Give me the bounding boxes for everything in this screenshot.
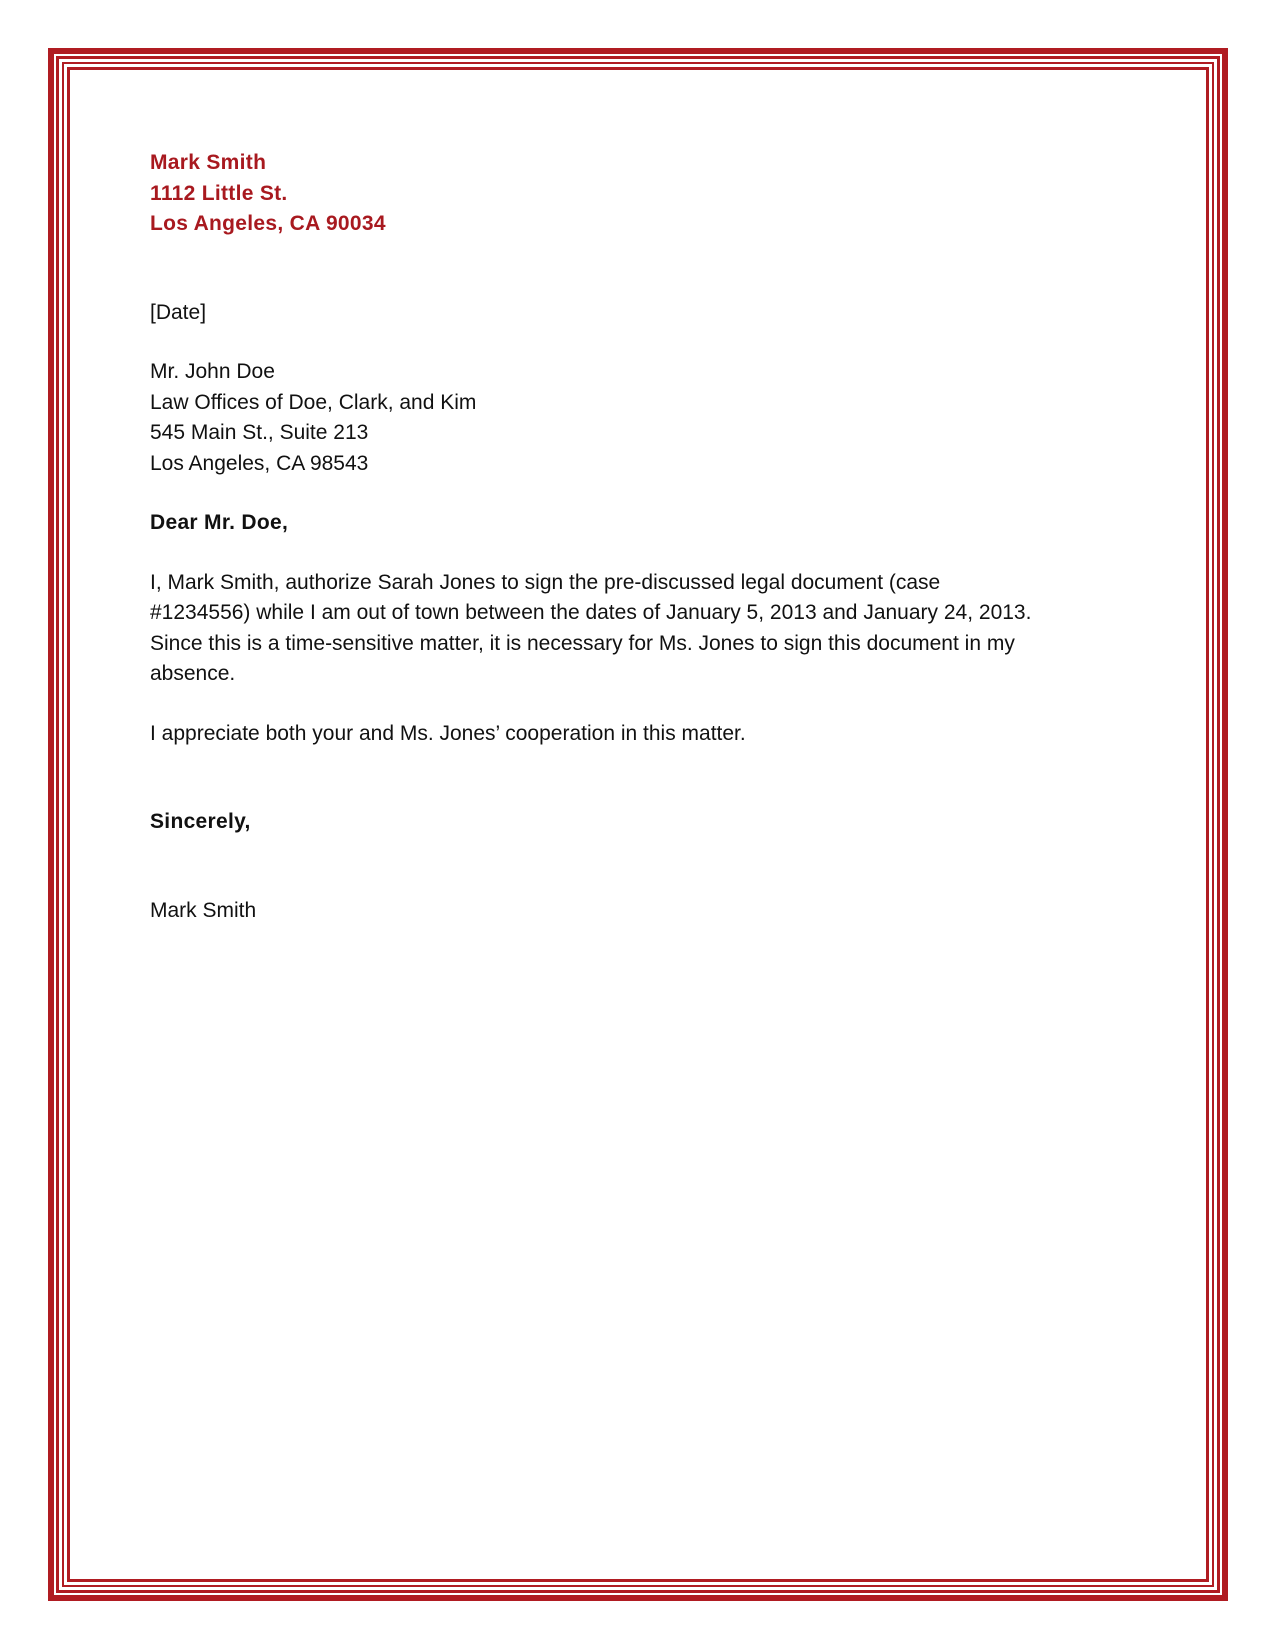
- sender-street: 1112 Little St.: [150, 181, 288, 205]
- sender-name: Mark Smith: [150, 151, 267, 174]
- paragraph-line: Since this is a time-sensitive matter, it is necessary for Ms. Jones to sign this document in my: [150, 631, 1015, 655]
- salutation: Dear Mr. Doe,: [150, 511, 289, 534]
- body-paragraph-1: [150, 568, 1130, 690]
- signature-name: Mark Smith: [150, 898, 257, 922]
- paragraph-line: #1234556) while I am out of town between the dates of January 5, 2013 and January 24, 2013.: [150, 601, 1032, 624]
- paragraph-line: I, Mark Smith, authorize Sarah Jones to sign the pre-discussed legal document (case: [150, 570, 941, 594]
- closing: Sincerely,: [150, 810, 251, 833]
- recipient-city: Los Angeles, CA 98543: [150, 451, 369, 475]
- sender-city: Los Angeles, CA 90034: [150, 212, 386, 235]
- paragraph-line: absence.: [150, 662, 236, 685]
- sender-address-block: [150, 148, 1130, 240]
- letter-body: [150, 148, 1130, 926]
- recipient-street: 545 Main St., Suite 213: [150, 421, 369, 444]
- body-paragraph-2: I appreciate both your and Ms. Jones’ cooperation in this matter.: [150, 721, 746, 745]
- recipient-firm: Law Offices of Doe, Clark, and Kim: [150, 390, 477, 414]
- recipient-address-block: [150, 357, 1130, 479]
- recipient-name: Mr. John Doe: [150, 360, 275, 383]
- letter-date: [Date]: [150, 300, 207, 324]
